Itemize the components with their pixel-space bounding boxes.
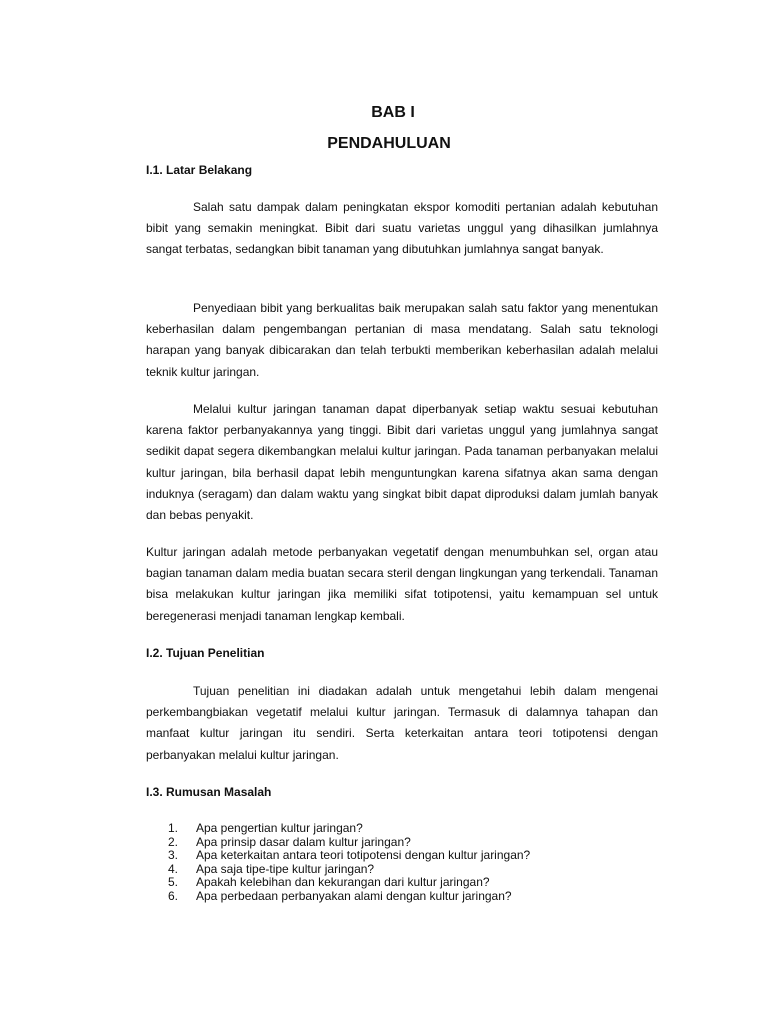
rumusan-masalah-list [146, 822, 646, 903]
list-item-number: 2. [168, 834, 179, 849]
chapter-number: BAB I [371, 104, 415, 121]
list-item-number: 6. [168, 888, 179, 903]
list-item-number: 1. [168, 821, 179, 835]
list-item-text: Apa saja tipe-tipe kultur jaringan? [196, 861, 375, 876]
list-item [146, 863, 646, 877]
section-heading-latar-belakang: I.1. Latar Belakang [146, 163, 253, 177]
list-item-number: 3. [168, 848, 179, 862]
list-item-text: Apa perbedaan perbanyakan alami dengan kultur jaringan? [196, 888, 512, 903]
list-item-number: 4. [168, 861, 179, 876]
list-item [146, 849, 646, 863]
section-heading-rumusan-masalah: I.3. Rumusan Masalah [146, 785, 272, 799]
list-item-text: Apa pengertian kultur jaringan? [196, 821, 363, 835]
list-item [146, 822, 646, 836]
list-item-text: Apakah kelebihan dan kekurangan dari kultur jaringan? [196, 875, 490, 889]
list-item-number: 5. [168, 875, 179, 889]
paragraph: Tujuan penelitian ini diadakan adalah untuk mengetahui lebih dalam mengenai perkembangbiakan vegetatif melalui kultur jaringan. Termasuk di dalamnya tahapan dan manfaat kultur jaringan itu sendiri. Serta keterkaitan antara teori totipotensi dengan perbanyakan melalui kultur jaringan. [146, 684, 658, 762]
list-item-text: Apa keterkaitan antara teori totipotensi dengan kultur jaringan? [196, 848, 531, 862]
list-item [146, 890, 646, 904]
list-item [146, 836, 646, 850]
paragraph: Salah satu dampak dalam peningkatan ekspor komoditi pertanian adalah kebutuhan bibit yang semakin meningkat. Bibit dari suatu varietas unggul yang dihasilkan jumlahnya sangat terbatas, sedangkan bibit tanaman yang dibutuhkan jumlahnya sangat banyak. [146, 200, 658, 257]
list-item-text: Apa prinsip dasar dalam kultur jaringan? [196, 834, 411, 849]
list-item [146, 876, 646, 890]
section-heading-tujuan-penelitian: I.2. Tujuan Penelitian [146, 646, 265, 660]
paragraph: Melalui kultur jaringan tanaman dapat diperbanyak setiap waktu sesuai kebutuhan karena faktor perbanyakannya yang tinggi. Bibit dari varietas unggul yang jumlahnya sangat sedikit dapat segera dikembangkan melalui kultur jaringan. Pada tanaman perbanyakan melalui kultur jaringan, bila berhasil dapat lebih menguntungkan karena sifatnya akan sama dengan induknya (seragam) dan dalam waktu yang singkat bibit dapat diproduksi dalam jumlah banyak dan bebas penyakit. [146, 402, 658, 523]
chapter-title: PENDAHULUAN [327, 135, 451, 152]
paragraph: Kultur jaringan adalah metode perbanyakan vegetatif dengan menumbuhkan sel, organ atau bagian tanaman dalam media buatan secara steril dengan lingkungan yang terkendali. Tanaman bisa melakukan kultur jaringan jika memiliki sifat totipotensi, yaitu kemampuan sel untuk beregenerasi menjadi tanaman lengkap kembali. [146, 545, 658, 623]
paragraph: Penyediaan bibit yang berkualitas baik merupakan salah satu faktor yang menentukan keberhasilan dalam pengembangan pertanian di masa mendatang. Salah satu teknologi harapan yang banyak dibicarakan dan telah terbukti memberikan keberhasilan adalah melalui teknik kultur jaringan. [146, 301, 658, 379]
